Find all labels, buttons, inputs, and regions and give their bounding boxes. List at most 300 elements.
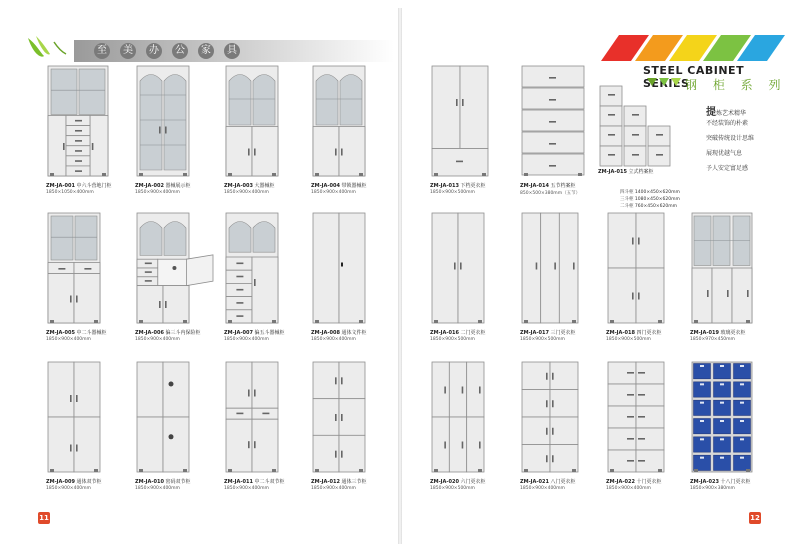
handle-icon (63, 143, 65, 150)
cabinet-panel (550, 390, 578, 418)
handle-icon (479, 442, 481, 449)
cabinet-leg (572, 469, 576, 472)
cabinet-panel (522, 88, 584, 109)
handle-icon (76, 445, 78, 452)
handle-icon (341, 149, 343, 156)
handle-icon (76, 296, 78, 303)
cabinet-leg (694, 320, 698, 323)
handle-icon (341, 377, 343, 384)
product-name: 六门更衣柜 (458, 479, 486, 485)
handle-icon (70, 445, 72, 452)
product-name: 通体文件柜 (339, 330, 367, 336)
product-name: 偏三斗内保险柜 (163, 330, 201, 336)
handle-icon (165, 301, 167, 308)
product-code: ZM-JA-008 (311, 330, 340, 336)
cabinet-leg (434, 469, 438, 472)
brand-char: 办 (146, 43, 162, 59)
product-dimensions: 1850×900×400mm (311, 337, 356, 342)
product-caption (135, 329, 201, 336)
cabinet-panel (608, 213, 636, 268)
handle-icon (638, 460, 645, 462)
product-name: 十门更衣柜 (634, 479, 662, 485)
cabinet-leg (694, 469, 698, 472)
brand-char: 具 (224, 43, 240, 59)
cabinet-panel (550, 445, 578, 473)
open-door (186, 255, 213, 286)
handle-icon (254, 279, 256, 286)
cabinet-image (432, 213, 484, 323)
handle-icon (632, 134, 639, 136)
product-code: ZM-JA-022 (606, 479, 635, 485)
product-dimensions: 1850×900×400mm (311, 190, 356, 195)
locker-label (740, 365, 744, 367)
brand-char: 家 (198, 43, 214, 59)
product-dimensions: 1850×900×400mm (606, 486, 651, 491)
product-dimensions: 1850×900×400mm (311, 486, 356, 491)
cabinet-panel (467, 362, 484, 417)
handle-icon (165, 127, 167, 134)
product-caption (690, 329, 746, 336)
handle-icon (638, 416, 645, 418)
handle-icon (656, 134, 663, 136)
cabinet-panel (449, 362, 466, 417)
cabinet-panel (74, 362, 100, 417)
product-caption (46, 182, 112, 189)
cabinet-panel (252, 419, 278, 472)
product-dimensions: 1850×900×500mm (606, 337, 651, 342)
cabinet-panel (137, 417, 163, 472)
locker-label (740, 438, 744, 440)
cabinet-panel (163, 417, 189, 472)
product-code: ZM-JA-009 (46, 479, 75, 485)
handle-icon (456, 161, 463, 163)
handle-icon (335, 414, 337, 421)
product-dimensions: 1850×900×500mm (520, 337, 565, 342)
locker-label (700, 438, 704, 440)
handle-icon (549, 99, 556, 101)
product-name: 四门更衣柜 (634, 330, 662, 336)
product-code: ZM-JA-013 (430, 183, 459, 189)
product-name: 十八门更衣柜 (718, 479, 751, 485)
cabinet-leg (183, 173, 187, 176)
spec-line: 二斗柜 760×450×620mm (620, 204, 678, 209)
locker-label (720, 365, 724, 367)
product-caption (606, 329, 662, 336)
cabinet-panel (339, 127, 365, 177)
product-name: 密码双节柜 (163, 479, 191, 485)
cabinet-panel (636, 213, 664, 268)
cabinet-image (692, 213, 752, 323)
handle-icon (254, 390, 256, 397)
locker-label (700, 365, 704, 367)
cabinet-image (137, 362, 189, 472)
product-code: ZM-JA-005 (46, 330, 75, 336)
cabinet-leg (50, 320, 54, 323)
product-code: ZM-JA-001 (46, 183, 75, 189)
handle-icon (627, 394, 634, 396)
product-code: ZM-JA-016 (430, 330, 459, 336)
handle-icon (460, 263, 462, 270)
product-name: 八门更衣柜 (548, 479, 576, 485)
locker-label (720, 438, 724, 440)
handle-icon (444, 442, 446, 449)
product-code: ZM-JA-014 (520, 183, 549, 189)
cabinet-leg (482, 173, 486, 176)
cabinet-panel (522, 390, 550, 418)
cabinet-leg (272, 469, 276, 472)
product-name: 通体三节柜 (339, 479, 367, 485)
locker-label (720, 420, 724, 422)
cabinet-panel (449, 417, 466, 472)
cabinet-panel (432, 417, 449, 472)
handle-icon (145, 271, 152, 273)
cabinet-panel (624, 106, 646, 126)
product-name: 立式档案柜 (626, 169, 654, 175)
product-dimensions: 1850×900×380mm (690, 486, 735, 491)
handle-icon (552, 373, 554, 380)
product-dimensions: 1850×900×400mm (135, 337, 180, 342)
glass-panel (51, 69, 77, 115)
cabinet-panel (339, 399, 365, 436)
cabinet-panel (158, 259, 189, 285)
handle-icon (638, 372, 645, 374)
handle-icon (549, 165, 556, 167)
locker-label (740, 383, 744, 385)
product-dimensions: 850×500×380mm（五节） (520, 191, 581, 196)
spec-line: 四斗柜 1400×450×620mm (620, 190, 680, 195)
cabinet-image (522, 66, 584, 176)
handle-icon (608, 94, 615, 96)
handle-icon (549, 121, 556, 123)
cabinet-panel (313, 213, 339, 323)
cabinet-panel (559, 213, 578, 323)
glass-panel (140, 222, 162, 256)
handle-icon (546, 455, 548, 462)
product-dimensions: 1850×900×400mm (46, 486, 91, 491)
locker-label (740, 402, 744, 404)
handle-icon (552, 455, 554, 462)
cabinet-image (137, 213, 213, 323)
color-stripes-icon (601, 35, 787, 61)
product-code: ZM-JA-010 (135, 479, 164, 485)
cabinet-panel (339, 435, 365, 472)
cabinet-panel (432, 362, 449, 417)
locker-label (700, 402, 704, 404)
brand-char: 公 (172, 43, 188, 59)
handle-icon (236, 289, 243, 291)
handle-icon (462, 442, 464, 449)
cabinet-leg (94, 469, 98, 472)
cabinet-image (522, 362, 578, 472)
series-title-cn: 钢 柜 系 列 (685, 78, 787, 92)
product-name: 带锁器械柜 (339, 183, 367, 189)
cabinet-panel (732, 268, 752, 323)
handle-icon (236, 315, 243, 317)
cabinet-panel (624, 146, 646, 166)
handle-icon (248, 390, 250, 397)
locker-label (740, 457, 744, 459)
cabinet-leg (478, 320, 482, 323)
product-dimensions: 1850×900×400mm (224, 337, 269, 342)
handle-icon (341, 451, 343, 458)
product-caption (311, 478, 367, 485)
product-caption (224, 329, 285, 336)
cabinet-panel (550, 362, 578, 390)
product-name: 中六斗营地门柜 (74, 183, 112, 189)
cabinet-panel (522, 154, 584, 175)
cabinet-image (137, 66, 189, 176)
product-dimensions: 1850×900×400mm (224, 190, 269, 195)
product-code: ZM-JA-006 (135, 330, 164, 336)
cabinet-panel (550, 417, 578, 445)
cabinet-panel (460, 66, 488, 149)
handle-icon (638, 394, 645, 396)
product-name: 中二斗器械柜 (74, 330, 107, 336)
handle-icon (159, 301, 161, 308)
cabinet-panel (252, 257, 278, 323)
cabinet-panel (252, 362, 278, 408)
handle-icon (656, 154, 663, 156)
cabinet-leg (746, 469, 750, 472)
cabinet-panel (163, 362, 189, 417)
handle-icon (70, 395, 72, 402)
handle-icon (236, 302, 243, 304)
product-code: ZM-JA-017 (520, 330, 549, 336)
product-caption (690, 478, 751, 485)
cabinet-leg (315, 173, 319, 176)
product-name: 中二斗双节柜 (252, 479, 285, 485)
spec-line: 三斗柜 1080×450×620mm (620, 197, 680, 202)
product-caption (430, 182, 486, 189)
cabinet-panel (432, 66, 460, 149)
lock-icon (169, 382, 174, 387)
glass-panel (253, 222, 275, 253)
cabinet-leg (524, 469, 528, 472)
handle-icon (549, 143, 556, 145)
product-code: ZM-JA-018 (606, 330, 635, 336)
product-dimensions: 1850×900×500mm (430, 486, 475, 491)
cabinet-panel (648, 146, 670, 166)
product-dimensions: 1850×900×400mm (135, 190, 180, 195)
cabinet-image (600, 66, 690, 166)
feature-line: 突破传统设计思维 (706, 135, 755, 142)
cabinet-panel (522, 110, 584, 131)
handle-icon (254, 149, 256, 156)
product-caption (430, 478, 486, 485)
cabinet-panel (600, 126, 622, 146)
handle-icon (462, 99, 464, 106)
glass-panel (164, 222, 186, 256)
cabinet-image (432, 362, 484, 472)
product-name: 下档更衣柜 (458, 183, 486, 189)
glass-panel (75, 216, 97, 260)
cabinet-panel (541, 213, 560, 323)
cabinet-panel (522, 417, 550, 445)
handle-icon (236, 413, 243, 415)
handle-icon (248, 441, 250, 448)
cabinet-leg (524, 173, 528, 176)
cabinet-panel (458, 213, 484, 323)
product-caption (224, 182, 275, 189)
product-code: ZM-JA-021 (520, 479, 549, 485)
cabinet-leg (658, 469, 662, 472)
glass-panel (164, 75, 186, 171)
cabinet-panel (339, 362, 365, 399)
handle-icon (92, 143, 94, 150)
locker-label (720, 402, 724, 404)
cabinet-image (313, 362, 365, 472)
glass-panel (340, 75, 362, 126)
product-caption (224, 478, 285, 485)
page-number-right: 12 (750, 514, 760, 522)
handle-icon (75, 160, 82, 162)
product-name: 玻璃更衣柜 (718, 330, 746, 336)
product-code: ZM-JA-011 (224, 479, 253, 485)
handle-icon (236, 276, 243, 278)
product-name: 通体双节柜 (74, 479, 102, 485)
handle-icon (608, 134, 615, 136)
cabinet-panel (467, 417, 484, 472)
cabinet-panel (600, 146, 622, 166)
handle-icon (75, 150, 82, 152)
locker-label (700, 457, 704, 459)
handle-icon (573, 263, 575, 270)
handle-icon (546, 373, 548, 380)
handle-icon (58, 268, 65, 270)
handle-icon (84, 268, 91, 270)
handle-icon (236, 263, 243, 265)
cabinet-image (692, 362, 752, 472)
cabinet-leg (102, 173, 106, 176)
page-number-left: 11 (39, 514, 49, 522)
product-caption (606, 478, 662, 485)
product-name: 偏五斗器械柜 (252, 330, 285, 336)
cabinet-image (226, 213, 278, 323)
cabinet-panel (522, 66, 584, 87)
handle-icon (632, 238, 634, 245)
cabinet-leg (658, 320, 662, 323)
cabinet-leg (228, 320, 232, 323)
handle-icon (145, 280, 152, 282)
cabinet-leg (359, 320, 363, 323)
cabinet-leg (183, 469, 187, 472)
handle-icon (254, 441, 256, 448)
handle-icon (627, 438, 634, 440)
locker-label (700, 383, 704, 385)
locker-label (720, 383, 724, 385)
product-code: ZM-JA-007 (224, 330, 253, 336)
handle-icon (341, 414, 343, 421)
product-code: ZM-JA-015 (598, 169, 627, 175)
cabinet-image (432, 66, 488, 176)
cabinet-panel (522, 445, 550, 473)
cabinet-panel (137, 362, 163, 417)
handle-icon (248, 149, 250, 156)
glass-panel (229, 222, 251, 253)
cabinet-image (226, 66, 278, 176)
cabinet-leg (139, 469, 143, 472)
feature-first-rest: 炼艺术精华 (716, 110, 747, 117)
handle-icon (627, 416, 634, 418)
handle-icon (632, 154, 639, 156)
feature-line: 展现优越气息 (706, 150, 743, 157)
lock-icon (172, 266, 176, 270)
product-caption (46, 478, 102, 485)
handle-icon (159, 127, 161, 134)
handle-icon (536, 263, 538, 270)
product-name: 大器械柜 (252, 183, 275, 189)
feature-line (706, 103, 746, 118)
handle-icon (747, 290, 749, 297)
lock-icon (341, 263, 343, 267)
product-dimensions: 1850×900×500mm (430, 190, 475, 195)
brand-char: 至 (94, 43, 110, 59)
product-dimensions: 1850×900×400mm (520, 486, 565, 491)
handle-icon (75, 170, 82, 172)
cabinet-image (313, 66, 365, 176)
cabinet-panel (226, 362, 252, 408)
cabinet-image (48, 213, 100, 323)
glass-panel (140, 75, 162, 171)
cabinet-leg (228, 469, 232, 472)
cabinet-panel (648, 126, 670, 146)
cabinet-leg (315, 320, 319, 323)
cabinet-leg (610, 320, 614, 323)
product-dimensions: 1850×970×450mm (690, 337, 735, 342)
brand-logo-icon (24, 34, 68, 60)
product-name: 五节档案柜 (548, 183, 576, 189)
cabinet-leg (610, 469, 614, 472)
product-code: ZM-JA-002 (135, 183, 164, 189)
product-caption (46, 329, 107, 336)
feature-line: 予人安定富足感 (706, 165, 749, 172)
glass-panel (79, 69, 105, 115)
cabinet-leg (50, 469, 54, 472)
glass-panel (51, 216, 73, 260)
cabinet-panel (74, 274, 100, 324)
cabinet-leg (183, 320, 187, 323)
cabinet-leg (94, 320, 98, 323)
handle-icon (627, 460, 634, 462)
cabinet-panel (522, 362, 550, 390)
glass-panel (229, 75, 251, 126)
product-caption (135, 478, 191, 485)
cabinet-image (313, 213, 365, 323)
cabinet-panel (522, 213, 541, 323)
feature-first-char: 提 (706, 107, 716, 118)
handle-icon (638, 238, 640, 245)
handle-icon (335, 149, 337, 156)
cabinet-leg (139, 173, 143, 176)
cabinet-leg (272, 320, 276, 323)
product-dimensions: 1850×900×400mm (135, 486, 180, 491)
cabinet-leg (359, 173, 363, 176)
handle-icon (638, 293, 640, 300)
cabinet-leg (139, 320, 143, 323)
brand-name-bar (74, 40, 394, 62)
cabinet-panel (432, 149, 488, 177)
product-code: ZM-JA-003 (224, 183, 253, 189)
brand-char: 美 (120, 43, 136, 59)
product-dimensions: 1850×1050×400mm (46, 190, 94, 195)
handle-icon (335, 377, 337, 384)
product-caption (598, 168, 654, 175)
cabinet-leg (746, 320, 750, 323)
handle-icon (454, 263, 456, 270)
cabinet-leg (272, 173, 276, 176)
handle-icon (549, 77, 556, 79)
product-caption (311, 182, 367, 189)
